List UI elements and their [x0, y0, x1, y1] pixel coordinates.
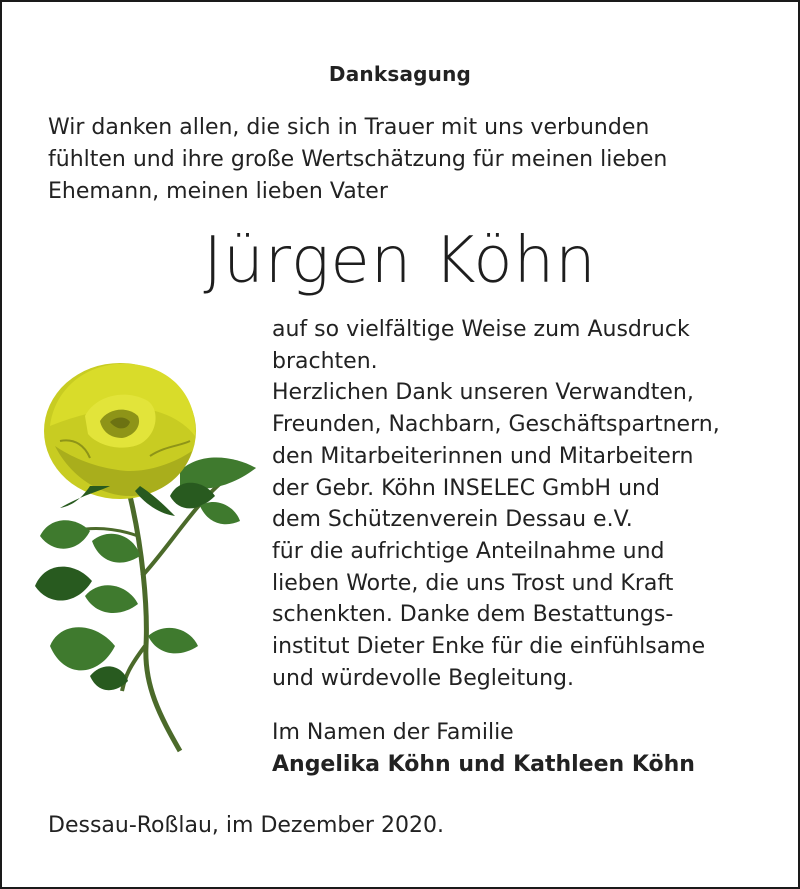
- body-line: brachten.: [272, 348, 378, 374]
- body-line: auf so vielfältige Weise zum Ausdruck: [272, 317, 690, 342]
- place-date: Dessau-Roßlau, im Dezember 2020.: [48, 813, 444, 838]
- intro-line: Ehemann, meinen lieben Vater: [48, 179, 388, 204]
- body-line: den Mitarbeiterinnen und Mitarbeitern: [272, 443, 694, 469]
- body-line: der Gebr. Köhn INSELEC GmbH und: [272, 475, 660, 501]
- rose-icon: [30, 346, 264, 756]
- body-line: dem Schützenverein Dessau e.V.: [272, 507, 633, 533]
- deceased-name: Jürgen Köhn: [203, 224, 597, 298]
- intro-line: fühlten und ihre große Wertschätzung für meinen lieben: [48, 147, 668, 172]
- body-line: und würdevolle Begleitung.: [272, 665, 574, 691]
- family-intro: Im Namen der Familie: [272, 720, 514, 745]
- body-line: institut Dieter Enke für die einfühlsame: [272, 634, 706, 660]
- signers: Angelika Köhn und Kathleen Köhn: [272, 752, 695, 777]
- family-signature: [272, 717, 772, 781]
- intro-text: [48, 112, 768, 208]
- heading: Danksagung: [328, 62, 472, 86]
- body-line: Freunden, Nachbarn, Geschäftspartnern,: [272, 412, 720, 438]
- body-text: [272, 314, 772, 694]
- body-line: Herzlichen Dank unseren Verwandten,: [272, 380, 694, 406]
- body-line: für die aufrichtige Anteilnahme und: [272, 538, 665, 564]
- body-line: lieben Worte, die uns Trost und Kraft: [272, 570, 674, 596]
- body-line: schenkten. Danke dem Bestattungs-: [272, 602, 674, 628]
- intro-line: Wir danken allen, die sich in Trauer mit uns verbunden: [48, 115, 650, 140]
